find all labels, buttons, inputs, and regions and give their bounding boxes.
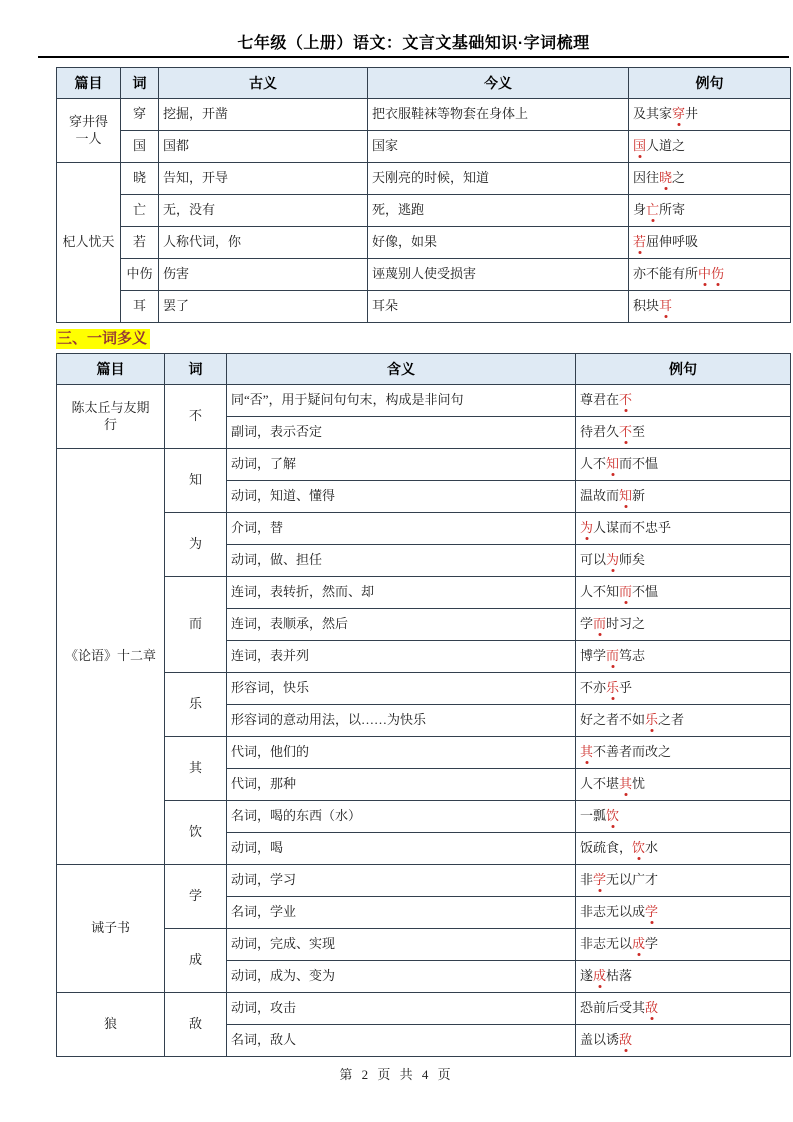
cell-example: 人不知而不愠 — [576, 449, 791, 481]
cell-word: 为 — [165, 513, 227, 577]
cell-piece-title: 《论语》十二章 — [57, 449, 165, 865]
cell-piece-title: 陈太丘与友期 行 — [57, 385, 165, 449]
emphasized-char: 知 — [619, 488, 633, 504]
cell-word: 乐 — [165, 673, 227, 737]
emphasized-char: 学 — [645, 904, 659, 920]
cell-ancient-meaning: 告知，开导 — [159, 163, 368, 195]
table-row — [57, 929, 791, 961]
cell-meaning: 形容词的意动用法，以……为快乐 — [227, 705, 576, 737]
cell-example: 尊君在不 — [576, 385, 791, 417]
cell-example: 亦不能有所中伤 — [629, 259, 791, 291]
cell-ancient-meaning: 无，没有 — [159, 195, 368, 227]
cell-example: 待君久不至 — [576, 417, 791, 449]
cell-example: 非学无以广才 — [576, 865, 791, 897]
cell-example: 非志无以成学 — [576, 929, 791, 961]
emphasized-char: 知 — [606, 456, 620, 472]
emphasized-char: 饮 — [606, 808, 620, 824]
column-header-modern: 今义 — [368, 68, 629, 99]
cell-word: 穿 — [121, 99, 159, 131]
cell-meaning: 形容词，快乐 — [227, 673, 576, 705]
cell-word: 中伤 — [121, 259, 159, 291]
table-row — [57, 227, 791, 259]
emphasized-char: 晓 — [659, 170, 673, 186]
cell-word: 国 — [121, 131, 159, 163]
cell-modern-meaning: 死，逃跑 — [368, 195, 629, 227]
cell-meaning: 动词，完成、实现 — [227, 929, 576, 961]
cell-meaning: 动词，成为、变为 — [227, 961, 576, 993]
cell-word: 饮 — [165, 801, 227, 865]
cell-ancient-meaning: 挖掘，开凿 — [159, 99, 368, 131]
emphasized-char: 其 — [619, 776, 633, 792]
cell-meaning: 名词，敌人 — [227, 1025, 576, 1057]
cell-word: 耳 — [121, 291, 159, 323]
table-row — [57, 131, 791, 163]
cell-example: 其不善者而改之 — [576, 737, 791, 769]
emphasized-char: 为 — [606, 552, 620, 568]
column-header-piece: 篇目 — [57, 354, 165, 385]
table-row — [57, 195, 791, 227]
cell-meaning: 动词，知道、懂得 — [227, 481, 576, 513]
column-header-example: 例句 — [629, 68, 791, 99]
emphasized-char: 不 — [619, 424, 633, 440]
cell-example: 人不堪其忧 — [576, 769, 791, 801]
cell-meaning: 动词，学习 — [227, 865, 576, 897]
table-row — [57, 259, 791, 291]
cell-meaning: 连词，表转折，然而、却 — [227, 577, 576, 609]
emphasized-char: 乐 — [606, 680, 620, 696]
cell-example: 遂成枯落 — [576, 961, 791, 993]
emphasized-char: 亡 — [646, 202, 660, 218]
cell-example: 人不知而不愠 — [576, 577, 791, 609]
column-header-word: 词 — [165, 354, 227, 385]
emphasized-char: 其 — [580, 744, 594, 760]
cell-example: 若屈伸呼吸 — [629, 227, 791, 259]
cell-example: 盖以诱敌 — [576, 1025, 791, 1057]
cell-meaning: 动词，了解 — [227, 449, 576, 481]
emphasized-char: 不 — [619, 392, 633, 408]
document-header — [38, 30, 789, 58]
cell-ancient-meaning: 伤害 — [159, 259, 368, 291]
table-row — [57, 163, 791, 195]
table-row — [57, 801, 791, 833]
cell-piece-title: 诫子书 — [57, 865, 165, 993]
section-heading — [56, 328, 791, 350]
emphasized-char: 穿 — [672, 106, 686, 122]
cell-meaning: 动词，攻击 — [227, 993, 576, 1025]
cell-word: 学 — [165, 865, 227, 929]
cell-example: 好之者不如乐之者 — [576, 705, 791, 737]
emphasized-char: 成 — [593, 968, 607, 984]
table-header-row — [57, 68, 791, 99]
cell-word: 敌 — [165, 993, 227, 1057]
cell-piece-title: 杞人忧天 — [57, 163, 121, 323]
table-row — [57, 291, 791, 323]
emphasized-char: 耳 — [659, 298, 673, 314]
cell-meaning: 动词，做、担任 — [227, 545, 576, 577]
cell-modern-meaning: 好像，如果 — [368, 227, 629, 259]
emphasized-char: 国 — [633, 138, 647, 154]
cell-example: 博学而笃志 — [576, 641, 791, 673]
table-row — [57, 99, 791, 131]
table-row — [57, 673, 791, 705]
section-heading-text: 三、一词多义 — [56, 329, 150, 349]
page-number: 第 2 页 共 4 页 — [339, 1067, 454, 1082]
cell-example: 不亦乐乎 — [576, 673, 791, 705]
cell-meaning: 代词，那种 — [227, 769, 576, 801]
cell-modern-meaning: 把衣服鞋袜等物套在身体上 — [368, 99, 629, 131]
cell-modern-meaning: 诬蔑别人使受损害 — [368, 259, 629, 291]
cell-word: 知 — [165, 449, 227, 513]
cell-example: 身亡所寄 — [629, 195, 791, 227]
cell-ancient-meaning: 罢了 — [159, 291, 368, 323]
cell-modern-meaning: 耳朵 — [368, 291, 629, 323]
cell-meaning: 动词，喝 — [227, 833, 576, 865]
cell-meaning: 副词，表示否定 — [227, 417, 576, 449]
column-header-example: 例句 — [576, 354, 791, 385]
emphasized-char: 而 — [619, 584, 633, 600]
cell-example: 一瓢饮 — [576, 801, 791, 833]
cell-meaning: 介词，替 — [227, 513, 576, 545]
emphasized-char: 中 — [698, 266, 712, 282]
emphasized-char: 敌 — [619, 1032, 633, 1048]
emphasized-char: 而 — [606, 648, 620, 664]
cell-meaning: 同“否”，用于疑问句句末，构成是非问句 — [227, 385, 576, 417]
cell-example: 及其家穿井 — [629, 99, 791, 131]
page-title: 七年级（上册）语文：文言文基础知识·字词梳理 — [237, 35, 590, 52]
cell-modern-meaning: 天刚亮的时候，知道 — [368, 163, 629, 195]
cell-example: 非志无以成学 — [576, 897, 791, 929]
cell-example: 温故而知新 — [576, 481, 791, 513]
emphasized-char: 饮 — [632, 840, 646, 856]
cell-word: 成 — [165, 929, 227, 993]
cell-modern-meaning: 国家 — [368, 131, 629, 163]
emphasized-char: 为 — [580, 520, 594, 536]
emphasized-char: 学 — [593, 872, 607, 888]
ancient-modern-meanings-table — [56, 67, 791, 323]
cell-meaning: 连词，表顺承，然后 — [227, 609, 576, 641]
emphasized-char: 伤 — [711, 266, 725, 282]
table-row — [57, 865, 791, 897]
cell-example: 可以为师矣 — [576, 545, 791, 577]
polysemy-table — [56, 353, 791, 1057]
table-row — [57, 993, 791, 1025]
column-header-meaning: 含义 — [227, 354, 576, 385]
table-row — [57, 513, 791, 545]
emphasized-char: 乐 — [645, 712, 659, 728]
cell-example: 为人谋而不忠乎 — [576, 513, 791, 545]
column-header-piece: 篇目 — [57, 68, 121, 99]
cell-word: 其 — [165, 737, 227, 801]
emphasized-char: 若 — [633, 234, 647, 250]
cell-example: 积块耳 — [629, 291, 791, 323]
cell-example: 国人道之 — [629, 131, 791, 163]
cell-ancient-meaning: 国都 — [159, 131, 368, 163]
table-row — [57, 385, 791, 417]
cell-word: 亡 — [121, 195, 159, 227]
column-header-word: 词 — [121, 68, 159, 99]
cell-word: 若 — [121, 227, 159, 259]
table-row — [57, 449, 791, 481]
cell-meaning: 代词，他们的 — [227, 737, 576, 769]
cell-ancient-meaning: 人称代词，你 — [159, 227, 368, 259]
cell-example: 因往晓之 — [629, 163, 791, 195]
table-header-row — [57, 354, 791, 385]
cell-meaning: 连词，表并列 — [227, 641, 576, 673]
emphasized-char: 而 — [593, 616, 607, 632]
column-header-ancient: 古义 — [159, 68, 368, 99]
emphasized-char: 成 — [632, 936, 646, 952]
cell-example: 饭疏食，饮水 — [576, 833, 791, 865]
cell-meaning: 名词，学业 — [227, 897, 576, 929]
table-row — [57, 577, 791, 609]
cell-word: 不 — [165, 385, 227, 449]
cell-piece-title: 穿井得 一人 — [57, 99, 121, 163]
cell-piece-title: 狼 — [57, 993, 165, 1057]
emphasized-char: 敌 — [645, 1000, 659, 1016]
cell-example: 恐前后受其敌 — [576, 993, 791, 1025]
cell-example: 学而时习之 — [576, 609, 791, 641]
cell-meaning: 名词，喝的东西（水） — [227, 801, 576, 833]
cell-word: 晓 — [121, 163, 159, 195]
table-row — [57, 737, 791, 769]
cell-word: 而 — [165, 577, 227, 673]
